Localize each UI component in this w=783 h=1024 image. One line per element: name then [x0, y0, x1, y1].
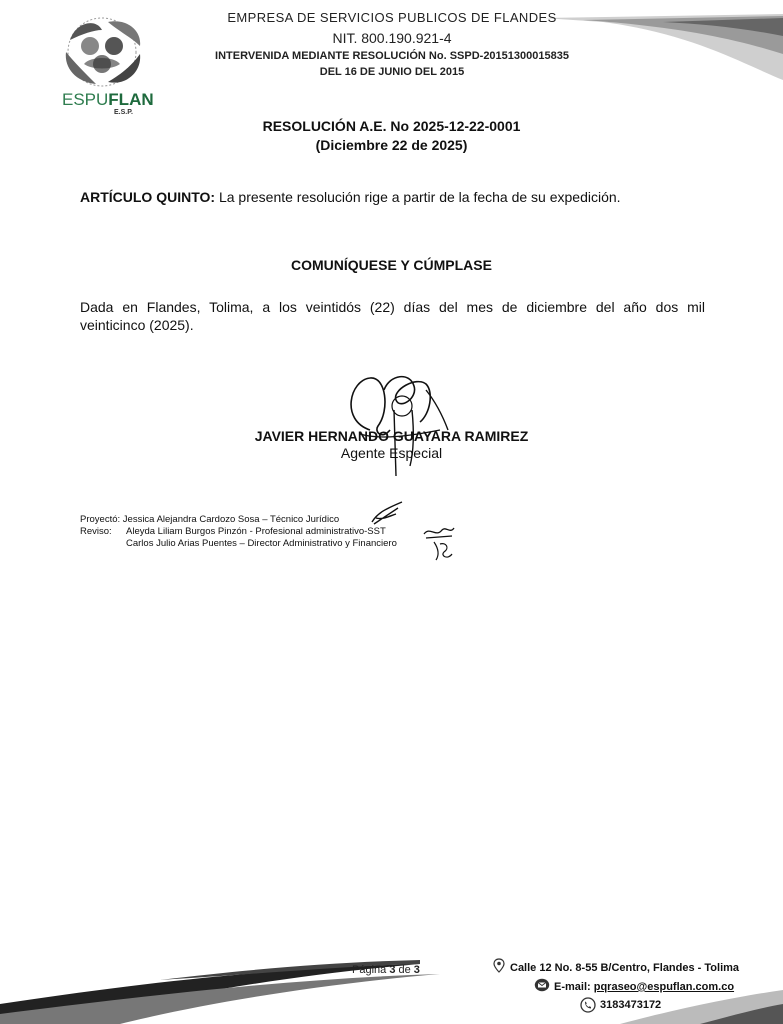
hands-emblem-icon	[56, 16, 166, 92]
footer-phone: 3183473172	[600, 999, 662, 1011]
closing-line-2: veinticinco (2025).	[80, 317, 194, 333]
closing-line-1: Dada en Flandes, Tolima, a los veintidós (22) días del mes de diciembre del año dos mil	[80, 299, 705, 315]
reviewed-label: Reviso:	[80, 526, 112, 537]
closing-heading: COMUNÍQUESE Y CÚMPLASE	[291, 257, 492, 273]
article-text: La presente resolución rige a partir de la fecha de su expedición.	[215, 189, 621, 205]
footer-email	[554, 981, 734, 993]
projected-by: Jessica Alejandra Cardozo Sosa – Técnico Jurídico	[122, 514, 340, 525]
email-icon	[534, 978, 550, 992]
company-nit: NIT. 800.190.921-4	[332, 30, 452, 46]
projected-label: Proyectó:	[80, 514, 121, 525]
reviewed-row	[80, 526, 397, 538]
intervention-resolution: INTERVENIDA MEDIANTE RESOLUCIÓN No. SSPD-20151300015835	[215, 50, 569, 62]
logo-text-espu: ESPU	[62, 90, 109, 109]
resolution-title: RESOLUCIÓN A.E. No 2025-12-22-0001	[262, 118, 521, 134]
signer-name: JAVIER HERNANDO GUAYARA RAMIREZ	[254, 428, 529, 444]
intervention-date: DEL 16 DE JUNIO DEL 2015	[319, 66, 465, 78]
closing-paragraph	[80, 298, 705, 334]
resolution-date: (Diciembre 22 de 2025)	[315, 137, 468, 153]
company-name: EMPRESA DE SERVICIOS PUBLICOS DE FLANDES	[227, 10, 557, 22]
initials-mark-3	[430, 538, 456, 562]
initials-mark-1	[368, 500, 408, 526]
footer-address: Calle 12 No. 8-55 B/Centro, Flandes - Tolima	[510, 962, 740, 974]
article-label: ARTÍCULO QUINTO:	[80, 189, 216, 205]
reviewer-2: Carlos Julio Arias Puentes – Director Administrativo y Financiero	[126, 538, 397, 549]
page-total: 3	[413, 964, 420, 976]
reviewed-row-2	[80, 538, 397, 550]
logo-esp: E.S.P.	[114, 109, 133, 116]
location-pin-icon	[493, 958, 505, 974]
logo-text-flan: FLAN	[108, 90, 154, 109]
logo-wordmark	[62, 90, 154, 110]
handwritten-signature	[330, 370, 470, 480]
article-quinto	[80, 189, 621, 205]
phone-icon	[580, 997, 596, 1013]
page-number: Página 3 de 3	[352, 964, 420, 976]
page-current: 3	[389, 964, 396, 976]
projected-row	[80, 514, 397, 526]
email-label: E-mail:	[554, 981, 594, 993]
espuflan-logo	[56, 16, 166, 116]
signer-role: Agente Especial	[340, 445, 443, 461]
email-address: pqraseo@espuflan.com.co	[593, 981, 735, 993]
review-notes	[80, 514, 397, 550]
reviewer-1: Aleyda Liliam Burgos Pinzón - Profesional administrativo-SST	[126, 526, 386, 537]
